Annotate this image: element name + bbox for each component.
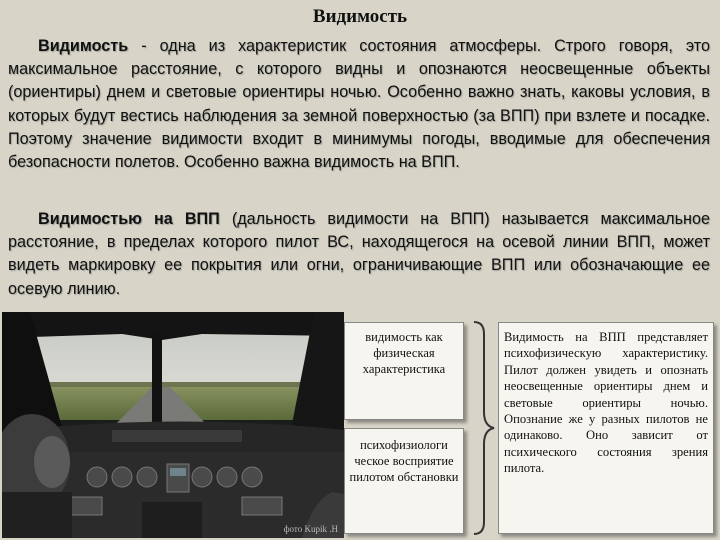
term-runway-visibility: Видимостью на ВПП — [38, 210, 220, 228]
photo-credit: фото Kupik .H — [283, 524, 338, 534]
curly-brace-icon — [470, 320, 496, 536]
page-title: Видимость — [312, 6, 408, 27]
box-physical-characteristic: видимость как физическая характеристика — [344, 322, 464, 420]
cockpit-photo — [2, 312, 344, 538]
term-visibility: Видимость — [38, 37, 129, 55]
paragraph-visibility-text: - одна из характеристик состояния атмосферы. Строго говоря, это максимальное расстояние, с которого видны и опознаются неосвещенные объекты (ориентиры) днем и световые ориентиры ночью. Особенно важно знать, каковы условия, в которых будут вестись наблюдения за земной поверхностью (за ВПП) при взлете и посадке. Поэтому значение видимости входит в минимумы погоды, вводимые для обеспечения безопасности полетов. Особенно важна видимость на ВПП. — [8, 37, 710, 172]
paragraph-runway-visibility-text: (дальность видимости на ВПП) называется максимальное расстояние, в пределах которого пилот ВС, находящегося на осевой линии ВПП, может видеть маркировку ее покрытия или огни, ограничивающие ВПП или обозначающие ее осевую линию. — [8, 210, 711, 298]
runway-visibility-explanation: Видимость на ВПП представляет психофизическую характеристику. Пилот должен увидеть и опознать неосвещенные ориентиры днем и световые ориентиры ночью. Опознание же у разных пилотов не одинаково. Оно зависит от психического состояния зрения пилота. — [498, 322, 714, 534]
paragraph-visibility — [8, 35, 710, 174]
paragraph-runway-visibility — [8, 208, 710, 301]
box-psychophysiological-perception: психофизиологи ческое восприятие пилотом обстановки — [344, 428, 464, 534]
